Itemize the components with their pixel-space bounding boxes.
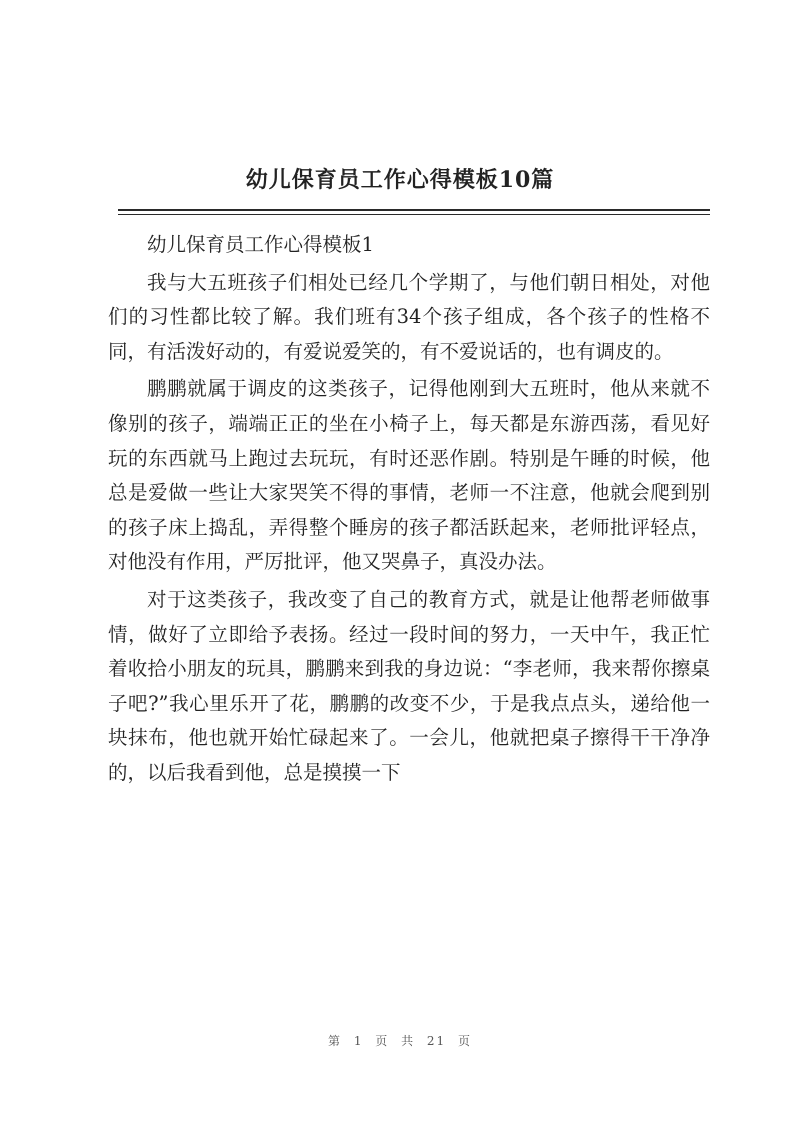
paragraph: 鹏鹏就属于调皮的这类孩子，记得他刚到大五班时，他从来就不像别的孩子，端端正正的坐在小椅子上，每天都是东游西荡，看见好玩的东西就马上跑过去玩玩，有时还恶作剧。特别是午睡的时候，他总是爱做一些让大家哭笑不得的事情，老师一不注意，他就会爬到别的孩子床上捣乱，弄得整个睡房的孩子都活跃起来，老师批评轻点，对他没有作用，严厉批评，他又哭鼻子，真没办法。 [108, 377, 710, 574]
document-body [108, 228, 710, 791]
title-rule-thin [118, 214, 710, 215]
paragraph: 我与大五班孩子们相处已经几个学期了，与他们朝日相处，对他们的习性都比较了解。我们班有34个孩子组成，各个孩子的性格不同，有活泼好动的，有爱说爱笑的，有不爱说话的，也有调皮的。 [108, 270, 710, 363]
document-title: 幼儿保育员工作心得模板10篇 [245, 167, 555, 193]
section-heading: 幼儿保育员工作心得模板1 [147, 233, 374, 256]
paragraph: 对于这类孩子，我改变了自己的教育方式，就是让他帮老师做事情，做好了立即给予表扬。经过一段时间的努力，一天中午，我正忙着收拾小朋友的玩具，鹏鹏来到我的身边说：“李老师，我来帮你擦桌子吧?”我心里乐开了花，鹏鹏的改变不少，于是我点点头，递给他一块抹布，他也就开始忙碌起来了。一会儿，他就把桌子擦得干干净净的，以后我看到他，总是摸摸一下 [108, 587, 710, 784]
page-footer: 第 1 页 共 21 页 [328, 1034, 472, 1048]
title-rule-thick [118, 209, 710, 211]
